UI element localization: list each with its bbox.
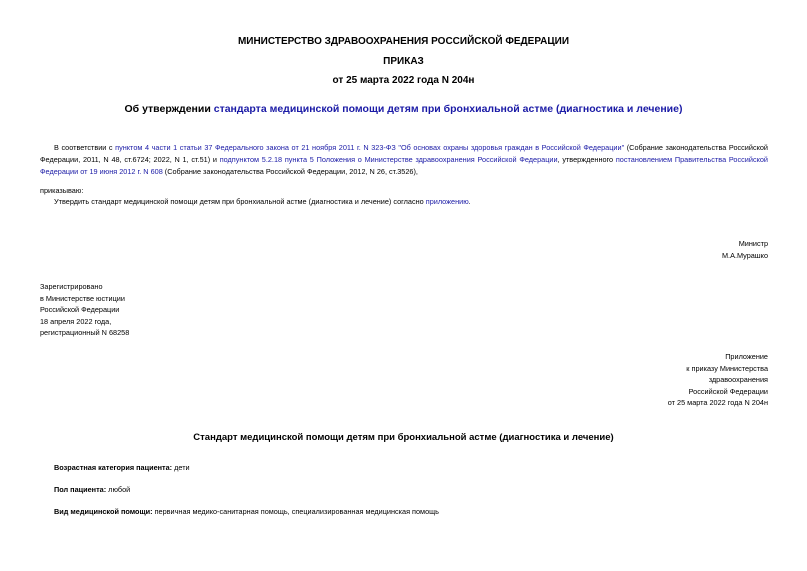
registration-line: Российской Федерации (40, 305, 120, 314)
care-type-label: Вид медицинской помощи: (54, 507, 153, 516)
subject-link[interactable]: стандарта медицинской помощи детям при бронхиальной астме (диагностика и лечение) (213, 103, 683, 115)
signature-name: М.А.Мурашко (721, 251, 768, 260)
preamble-text-2: (Собрание законодательства Российской Федерации, 2011, N 48, ст.6724; 2022, N 1, ст.51) и (40, 143, 769, 164)
law-link[interactable]: пунктом 4 части 1 статьи 37 Федерального закона от 21 ноября 2011 г. N 323-ФЗ "Об основах охраны здоровья граждан в Российской Федерации" (115, 143, 625, 152)
registration-line: 18 апреля 2022 года, (40, 316, 112, 326)
ministry-heading: МИНИСТЕРСТВО ЗДРАВООХРАНЕНИЯ РОССИЙСКОЙ ФЕДЕРАЦИИ (237, 36, 570, 47)
registration-line: регистрационный N 68258 (40, 328, 130, 337)
approve-text: Утвердить стандарт медицинской помощи детям при бронхиальной астме (диагностика и лечение) согласно (54, 197, 426, 206)
registration-line: Зарегистрировано (40, 282, 103, 291)
approve-end: . (468, 197, 471, 206)
age-value: дети (172, 463, 190, 472)
resolution-link[interactable]: постановлением Правительства Российской Федерации от 19 июня 2012 г. N 608 (40, 155, 768, 176)
appendix-line: от 25 марта 2022 года N 204н (667, 398, 768, 407)
appendix-line: здравоохранения (708, 375, 768, 384)
preamble-text-1: В соответствии с (54, 143, 116, 152)
decree-word: приказываю: (40, 186, 84, 195)
preamble-paragraph (40, 142, 768, 178)
preamble-text-4: (Собрание законодательства Российской Федерации, 2012, N 26, ст.3526), (162, 167, 418, 176)
appendix-line: к приказу Министерства (686, 363, 768, 373)
order-subject (0, 103, 807, 115)
appendix-link[interactable]: приложению (425, 197, 469, 206)
registration-line: в Министерстве юстиции (40, 293, 125, 303)
age-field (54, 463, 190, 472)
appendix-line: Приложение (725, 352, 768, 361)
registration-block (40, 281, 129, 339)
preamble-text-3: , утвержденного (557, 155, 616, 164)
order-heading: ПРИКАЗ (383, 56, 424, 67)
sex-label: Пол пациента: (54, 485, 107, 494)
signature-block (722, 238, 768, 262)
subject-prefix: Об утверждении (124, 103, 214, 115)
signature-role: Министр (738, 239, 768, 248)
sex-value: любой (106, 485, 131, 494)
sex-field (54, 485, 130, 494)
regulation-link[interactable]: подпунктом 5.2.18 пункта 5 Положения о Министерстве здравоохранения Российской Федерации (219, 155, 558, 164)
approve-paragraph (54, 197, 471, 206)
age-label: Возрастная категория пациента: (54, 463, 173, 472)
appendix-line: Российской Федерации (688, 386, 768, 396)
standard-title: Стандарт медицинской помощи детям при бронхиальной астме (диагностика и лечение) (193, 432, 614, 443)
appendix-block (668, 351, 768, 409)
care-type-field (54, 507, 439, 516)
order-date: от 25 марта 2022 года N 204н (332, 75, 475, 86)
care-type-value: первичная медико-санитарная помощь, специализированная медицинская помощь (152, 507, 439, 516)
